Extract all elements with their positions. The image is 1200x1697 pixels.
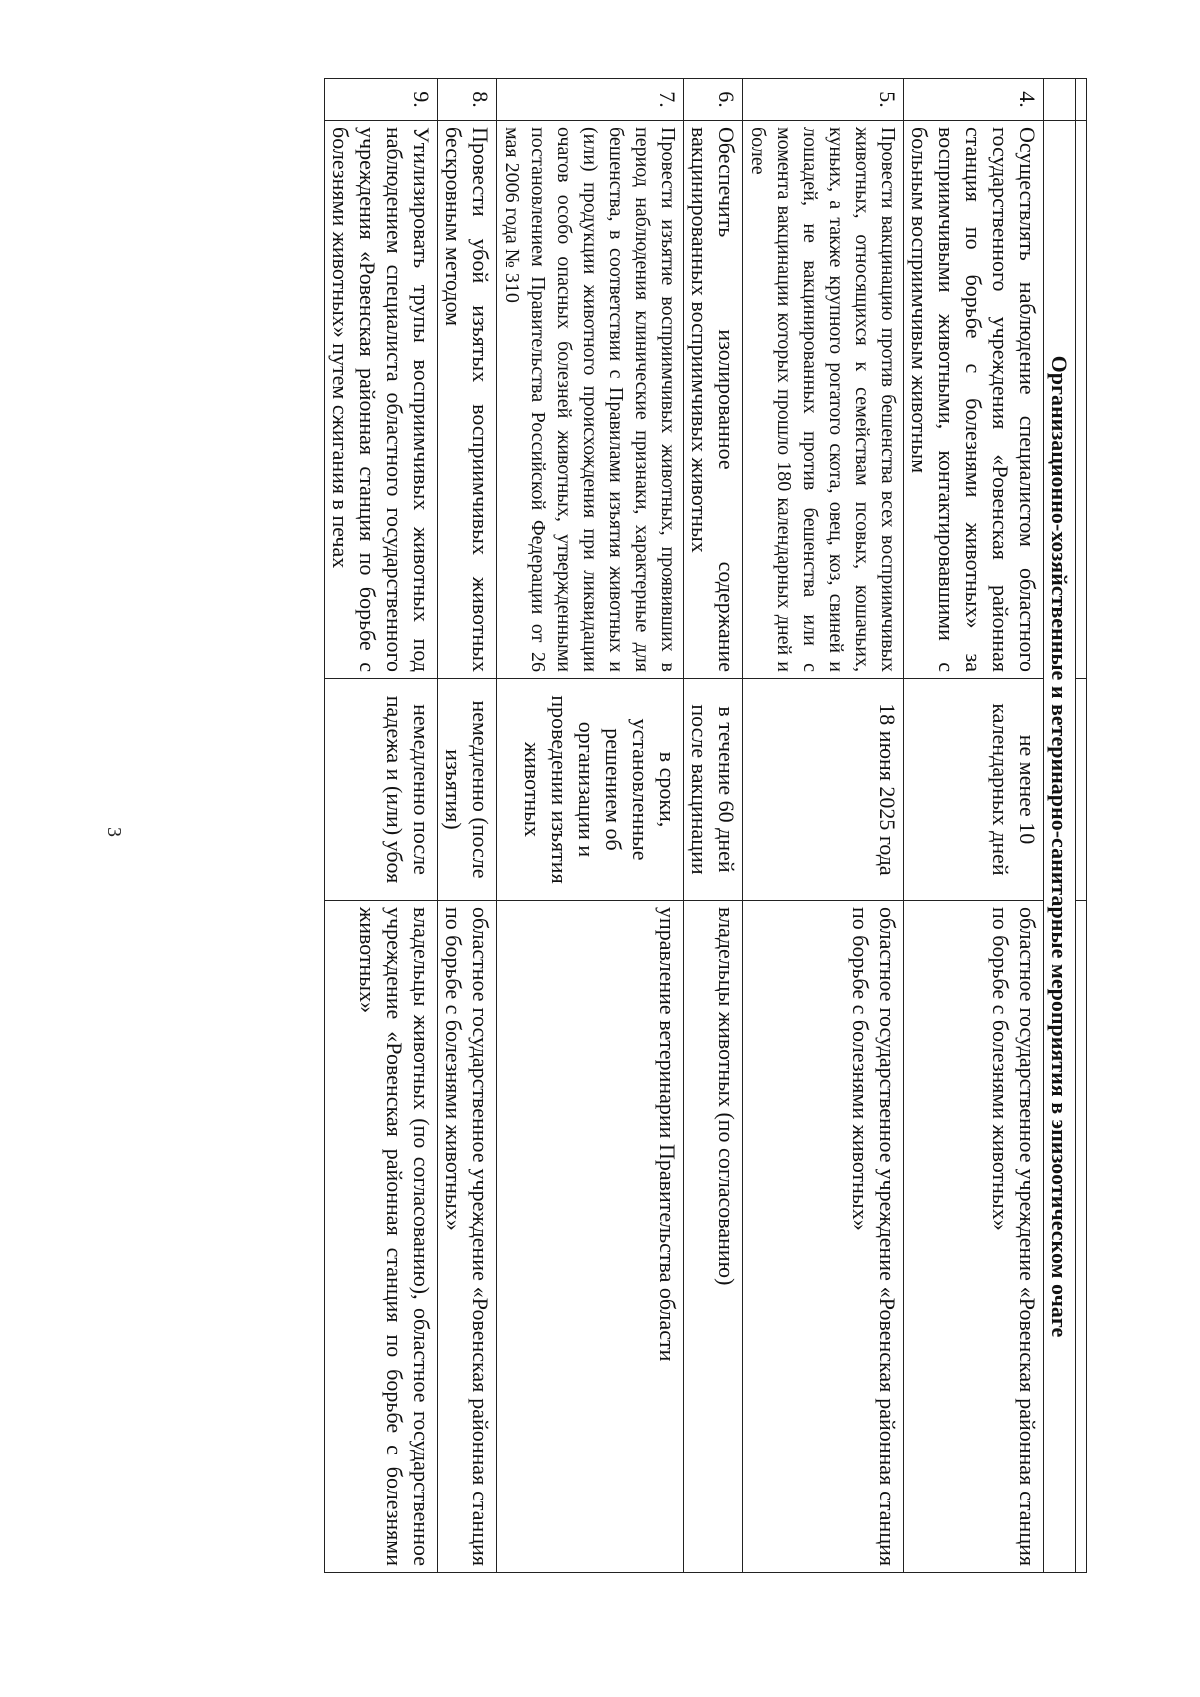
row-number: 5. [743, 79, 904, 121]
row-term: немедленно (после изъятия) [438, 679, 497, 901]
table-top-border [1076, 79, 1087, 1573]
row-number: 9. [325, 79, 438, 121]
row-action: Осуществлять наблюдение специалистом областного государственного учреждения «Ровенская районная станция по борьбе с болезнями животных» за восприимчивыми животными, контактировавшими с больным восприимчивым животным [904, 121, 1044, 679]
table-row [325, 79, 438, 1573]
row-term: не менее 10 календарных дней [904, 679, 1044, 901]
row-executor: областное государственное учреждение «Ровенская районная станция по борьбе с болезнями животных» [438, 901, 497, 1573]
table-row [743, 79, 904, 1573]
row-action: Утилизировать трупы восприимчивых животных под наблюдением специалиста областного государственного учреждения «Ровенская районная станция по борьбе с болезнями животных» путем сжигания в печах [325, 121, 438, 679]
row-number: 4. [904, 79, 1044, 121]
row-number: 8. [438, 79, 497, 121]
row-number: 7. [497, 79, 684, 121]
section-title-row [1044, 79, 1076, 1573]
row-action: Провести убой изъятых восприимчивых животных бескровным методом [438, 121, 497, 679]
measures-table [324, 78, 1087, 1573]
table-row [497, 79, 684, 1573]
row-term: немедленно после падежа и (или) убоя [325, 679, 438, 901]
row-executor: владельцы животных (по согласованию), областное государственное учреждение «Ровенская районная станция по борьбе с болезнями животных» [325, 901, 438, 1573]
row-action: Провести вакцинацию против бешенства всех восприимчивых животных, относящихся к семействам псовых, кошачьих, куньих, а также крупного рогатого скота, овец, коз, свиней и лошадей, не вакцинированных против бешенства или с момента вакцинации которых прошло 180 календарных дней и более [743, 121, 904, 679]
row-term: 18 июня 2025 года [743, 679, 904, 901]
row-term: в сроки, установленные решением об организации и проведении изъятия животных [497, 679, 684, 901]
page-number: 3 [103, 827, 125, 837]
row-term: в течение 60 дней после вакцинации [684, 679, 743, 901]
row-action: Обеспечить изолированное содержание вакцинированных восприимчивых животных [684, 121, 743, 679]
table-row [904, 79, 1044, 1573]
row-executor: управление ветеринарии Правительства области [497, 901, 684, 1573]
row-executor: областное государственное учреждение «Ровенская районная станция по борьбе с болезнями животных» [904, 901, 1044, 1573]
row-number: 6. [684, 79, 743, 121]
section-title: Организационно-хозяйственные и ветеринарно-санитарные мероприятия в эпизоотическом очаге [1044, 121, 1076, 1573]
row-executor: областное государственное учреждение «Ровенская районная станция по борьбе с болезнями животных» [743, 901, 904, 1573]
table-row [438, 79, 497, 1573]
row-executor: владельцы животных (по согласованию) [684, 901, 743, 1573]
rotated-content [181, 78, 1087, 1572]
table-row [684, 79, 743, 1573]
row-action: Провести изъятие восприимчивых животных, проявивших в период наблюдения клинические признаки, характерные для бешенства, в соответствии с Правилами изъятия животных и (или) продукции животного происхождения при ликвидации очагов особо опасных болезней животных, утвержденными постановлением Правительства Российской Федерации от 26 мая 2006 года № 310 [497, 121, 684, 679]
